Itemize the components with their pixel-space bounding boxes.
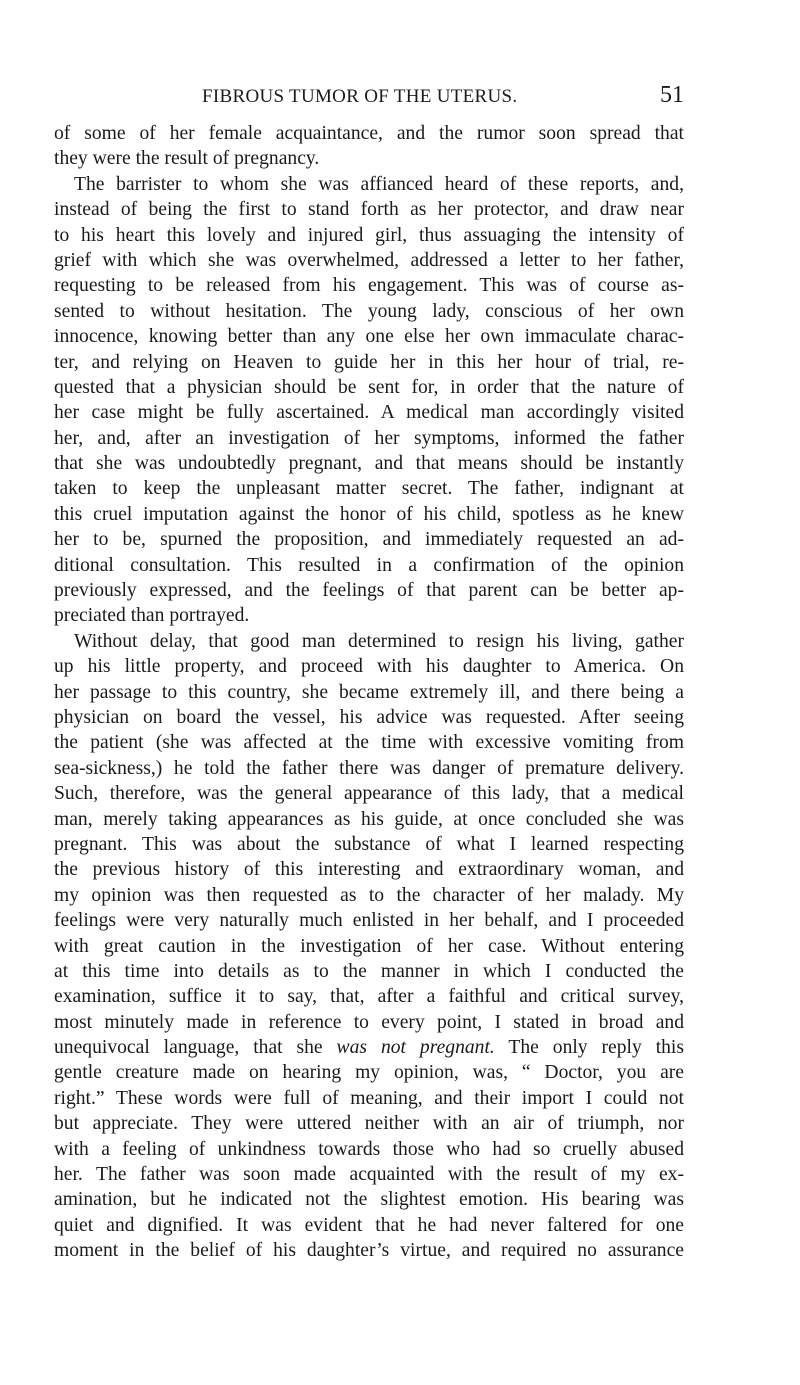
text-line: taken to keep the unpleasant matter secret. The father, indignant at xyxy=(54,478,684,500)
page-number: 51 xyxy=(660,82,684,108)
text-line: examination, suffice it to say, that, after a faithful and critical survey, xyxy=(54,986,684,1008)
text-line-with-emphasis xyxy=(54,1035,684,1060)
text-line: gentle creature made on hearing my opinion, was, “ Doctor, you are xyxy=(54,1062,684,1084)
text-line: man, merely taking appearances as his guide, at once concluded she was xyxy=(54,808,684,830)
text-line: her case might be fully ascertained. A medical man accordingly visited xyxy=(54,402,684,424)
text-line: of some of her female acquaintance, and the rumor soon spread that xyxy=(54,123,684,144)
text-line: my opinion was then requested as to the character of her malady. My xyxy=(54,884,684,906)
text-line: previously expressed, and the feelings of that parent can be better ap- xyxy=(54,580,684,602)
text-line: but appreciate. They were uttered neither with an air of triumph, nor xyxy=(54,1113,684,1135)
text-line: sea-sickness,) he told the father there was danger of premature delivery. xyxy=(54,757,684,779)
text-line: up his little property, and proceed with his daughter to America. On xyxy=(54,656,684,678)
text-line: amination, but he indicated not the slightest emotion. His bearing was xyxy=(54,1189,684,1211)
body-text xyxy=(54,121,684,1264)
text-run: unequivocal language, that she xyxy=(54,1037,323,1059)
text-line: most minutely made in reference to every point, I stated in broad and xyxy=(54,1011,684,1033)
text-line: they were the result of pregnancy. xyxy=(54,148,320,170)
text-line: innocence, knowing better than any one else her own immaculate charac- xyxy=(54,326,684,348)
text-line: that she was undoubtedly pregnant, and that means should be instantly xyxy=(54,453,684,475)
text-line: at this time into details as to the manner in which I conducted the xyxy=(54,960,684,982)
emphasis-not-pregnant: was not pregnant. xyxy=(336,1037,495,1059)
text-line: her. The father was soon made acquainted with the result of my ex- xyxy=(54,1164,684,1186)
text-line: her passage to this country, she became extremely ill, and there being a xyxy=(54,681,684,703)
text-line: feelings were very naturally much enlisted in her behalf, and I proceeded xyxy=(54,910,684,932)
text-line: preciated than portrayed. xyxy=(54,605,250,627)
text-line: sented to without hesitation. The young lady, conscious of her own xyxy=(54,300,684,322)
text-line: quiet and dignified. It was evident that he had never faltered for one xyxy=(54,1214,684,1236)
text-line: the patient (she was affected at the time with excessive vomiting from xyxy=(54,732,684,754)
text-line: requesting to be released from his engagement. This was of course as- xyxy=(54,275,684,297)
text-line: instead of being the first to stand forth as her protector, and draw near xyxy=(54,199,684,221)
text-line: grief with which she was overwhelmed, addressed a letter to her father, xyxy=(54,249,684,271)
running-title: FIBROUS TUMOR OF THE UTERUS. xyxy=(202,86,518,107)
text-line: this cruel imputation against the honor of his child, spotless as he knew xyxy=(54,503,684,525)
text-line: ditional consultation. This resulted in a confirmation of the opinion xyxy=(54,554,684,576)
text-line: the previous history of this interesting and extraordinary woman, and xyxy=(54,859,684,881)
text-line: Without delay, that good man determined to resign his living, gather xyxy=(74,630,684,652)
text-line: her to be, spurned the proposition, and immediately requested an ad- xyxy=(54,529,684,551)
text-line: moment in the belief of his daughter’s virtue, and required no assurance xyxy=(54,1240,684,1262)
text-line: ter, and relying on Heaven to guide her in this her hour of trial, re- xyxy=(54,351,684,373)
text-line: pregnant. This was about the substance of what I learned respecting xyxy=(54,833,684,855)
text-line: to his heart this lovely and injured girl, thus assuaging the intensity of xyxy=(54,224,684,246)
text-line: her, and, after an investigation of her symptoms, informed the father xyxy=(54,427,684,449)
text-line: with great caution in the investigation of her case. Without entering xyxy=(54,935,684,957)
text-line: Such, therefore, was the general appearance of this lady, that a medical xyxy=(54,783,684,805)
text-line: with a feeling of unkindness towards those who had so cruelly abused xyxy=(54,1138,684,1160)
text-line: physician on board the vessel, his advice was requested. After seeing xyxy=(54,706,684,728)
text-line: right.” These words were full of meaning, and their import I could not xyxy=(54,1087,684,1109)
text-line: The barrister to whom she was affianced heard of these reports, and, xyxy=(74,173,684,195)
text-line: quested that a physician should be sent for, in order that the nature of xyxy=(54,376,684,398)
running-head xyxy=(54,82,684,112)
text-run: The only reply this xyxy=(508,1037,684,1059)
